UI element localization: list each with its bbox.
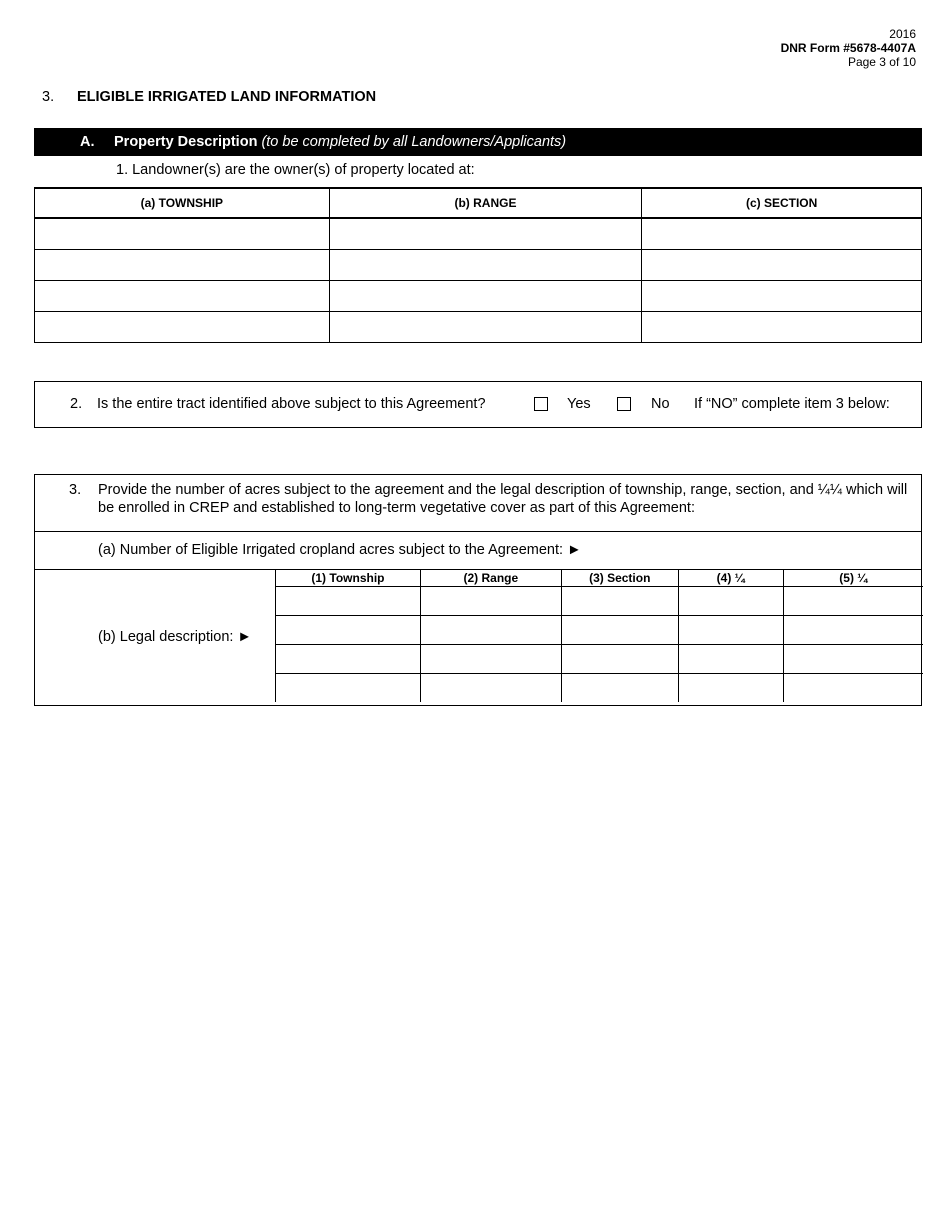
quarter-quarter-cell[interactable] [783, 645, 923, 674]
section-cell[interactable] [561, 616, 678, 645]
item2-number: 2. [70, 396, 83, 412]
section-cell[interactable] [561, 587, 678, 616]
quarter-header: (4) ¼ [678, 569, 783, 587]
part-letter: A. [80, 134, 95, 150]
section-header: (c) SECTION [642, 188, 922, 218]
section-cell[interactable] [642, 281, 922, 312]
range-cell[interactable] [329, 218, 642, 250]
range-header: (b) RANGE [329, 188, 642, 218]
range-cell[interactable] [420, 645, 561, 674]
table-row [276, 645, 924, 674]
range-cell[interactable] [420, 616, 561, 645]
yes-label: Yes [567, 396, 591, 412]
quarter-cell[interactable] [678, 645, 783, 674]
table-row [35, 250, 922, 281]
item1-label: 1. Landowner(s) are the owner(s) of property located at: [116, 162, 475, 178]
quarter-quarter-cell[interactable] [783, 616, 923, 645]
table-row [276, 587, 924, 616]
item3-question [69, 481, 909, 517]
property-location-table [34, 187, 922, 343]
section-title [42, 89, 376, 105]
quarter-cell[interactable] [678, 674, 783, 703]
township-cell[interactable] [276, 587, 421, 616]
section-cell[interactable] [642, 218, 922, 250]
section-header: (3) Section [561, 569, 678, 587]
acres-label: (a) Number of Eligible Irrigated cropland acres subject to the Agreement: ► [98, 542, 582, 558]
range-cell[interactable] [420, 674, 561, 703]
table-row [35, 312, 922, 343]
legal-description-table [275, 569, 923, 702]
quarter-cell[interactable] [678, 616, 783, 645]
form-number: DNR Form #5678-4407A [780, 41, 916, 55]
township-header: (a) TOWNSHIP [35, 188, 330, 218]
property-description-banner [34, 128, 922, 156]
page-number: Page 3 of 10 [847, 55, 916, 69]
item2-question: Is the entire tract identified above subject to this Agreement? [97, 396, 486, 412]
part-title: Property Description [114, 134, 258, 150]
range-cell[interactable] [329, 250, 642, 281]
section-cell[interactable] [642, 250, 922, 281]
township-cell[interactable] [35, 250, 330, 281]
no-label: No [651, 396, 670, 412]
section-title-text: ELIGIBLE IRRIGATED LAND INFORMATION [77, 89, 377, 105]
section-cell[interactable] [561, 645, 678, 674]
range-cell[interactable] [329, 312, 642, 343]
section-cell[interactable] [561, 674, 678, 703]
item2-box [34, 381, 922, 428]
township-cell[interactable] [276, 674, 421, 703]
township-cell[interactable] [276, 616, 421, 645]
divider [35, 531, 921, 532]
item2-instruction: If “NO” complete item 3 below: [694, 396, 890, 412]
section-number: 3. [42, 89, 55, 105]
table-row [276, 674, 924, 703]
quarter-quarter-cell[interactable] [783, 674, 923, 703]
quarter-quarter-header: (5) ¼ [783, 569, 923, 587]
township-cell[interactable] [276, 645, 421, 674]
range-cell[interactable] [420, 587, 561, 616]
section-cell[interactable] [642, 312, 922, 343]
form-header [781, 27, 916, 69]
part-subtitle: (to be completed by all Landowners/Applicants) [261, 134, 567, 150]
table-row [276, 616, 924, 645]
item3-box [34, 474, 922, 706]
township-header: (1) Township [276, 569, 421, 587]
table-row [35, 218, 922, 250]
table-row [35, 281, 922, 312]
township-cell[interactable] [35, 312, 330, 343]
range-header: (2) Range [420, 569, 561, 587]
item3-text: Provide the number of acres subject to the agreement and the legal description of township, range, section, and ¼¼ which will be enrolled in CREP and established to long-term vegetative cover as part of this Agreement: [98, 482, 908, 516]
township-cell[interactable] [35, 218, 330, 250]
range-cell[interactable] [329, 281, 642, 312]
legal-description-label: (b) Legal description: ► [98, 629, 252, 645]
form-year: 2016 [889, 27, 916, 41]
no-checkbox[interactable] [617, 397, 631, 411]
quarter-quarter-cell[interactable] [783, 587, 923, 616]
quarter-cell[interactable] [678, 587, 783, 616]
item3-number: 3. [69, 482, 82, 498]
yes-checkbox[interactable] [534, 397, 548, 411]
township-cell[interactable] [35, 281, 330, 312]
